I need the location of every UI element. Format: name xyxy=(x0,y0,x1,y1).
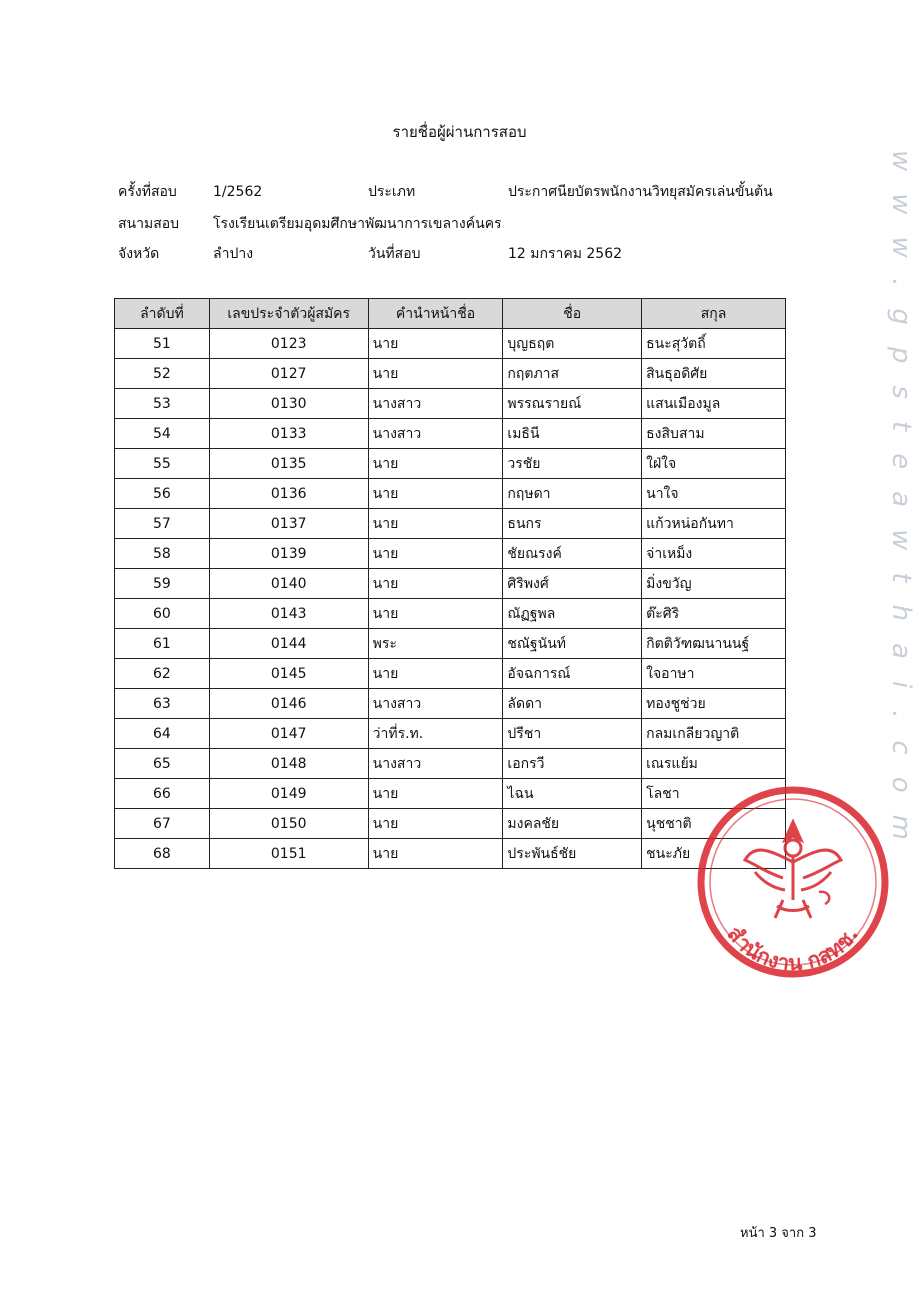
table-row xyxy=(115,419,786,449)
applicant-id-cell: 0127 xyxy=(209,359,368,389)
first-name-cell: ลัดดา xyxy=(503,689,642,719)
table-row xyxy=(115,839,786,869)
last-name-cell: ต๊ะศิริ xyxy=(642,599,786,629)
table-row xyxy=(115,779,786,809)
last-name-cell: แก้วหน่อกันทา xyxy=(642,509,786,539)
first-name-cell: ประพันธ์ชัย xyxy=(503,839,642,869)
date-label: วันที่สอบ xyxy=(368,246,421,262)
applicant-id-cell: 0146 xyxy=(209,689,368,719)
order-cell: 64 xyxy=(115,719,210,749)
applicant-id-cell: 0143 xyxy=(209,599,368,629)
table-row xyxy=(115,329,786,359)
order-cell: 54 xyxy=(115,419,210,449)
table-header-row xyxy=(115,299,786,329)
last-name-cell: เณรแย้ม xyxy=(642,749,786,779)
header-last-name: สกุล xyxy=(642,299,786,329)
seal-text: สำนักงาน กสทช. xyxy=(722,921,864,976)
first-name-cell: กฤษดา xyxy=(503,479,642,509)
round-value: 1/2562 xyxy=(213,184,263,200)
prefix-cell: นาย xyxy=(368,839,503,869)
last-name-cell: มิ่งขวัญ xyxy=(642,569,786,599)
applicant-id-cell: 0149 xyxy=(209,779,368,809)
first-name-cell: กฤตภาส xyxy=(503,359,642,389)
order-cell: 55 xyxy=(115,449,210,479)
table-row xyxy=(115,629,786,659)
applicant-id-cell: 0151 xyxy=(209,839,368,869)
first-name-cell: ชัยณรงค์ xyxy=(503,539,642,569)
type-value: ประกาศนียบัตรพนักงานวิทยุสมัครเล่นขั้นต้น xyxy=(508,184,773,200)
order-cell: 57 xyxy=(115,509,210,539)
prefix-cell: นาย xyxy=(368,809,503,839)
last-name-cell: ใจอาษา xyxy=(642,659,786,689)
applicant-id-cell: 0148 xyxy=(209,749,368,779)
table-row xyxy=(115,659,786,689)
prefix-cell: พระ xyxy=(368,629,503,659)
applicant-id-cell: 0140 xyxy=(209,569,368,599)
prefix-cell: นางสาว xyxy=(368,419,503,449)
first-name-cell: วรชัย xyxy=(503,449,642,479)
table-row xyxy=(115,569,786,599)
header-prefix: คำนำหน้าชื่อ xyxy=(368,299,503,329)
order-cell: 52 xyxy=(115,359,210,389)
header-order: ลำดับที่ xyxy=(115,299,210,329)
page-title: รายชื่อผู้ผ่านการสอบ xyxy=(392,123,527,141)
applicant-id-cell: 0133 xyxy=(209,419,368,449)
last-name-cell: โลชา xyxy=(642,779,786,809)
first-name-cell: ศิริพงศ์ xyxy=(503,569,642,599)
order-cell: 67 xyxy=(115,809,210,839)
type-label: ประเภท xyxy=(368,184,416,200)
order-cell: 60 xyxy=(115,599,210,629)
last-name-cell: ใฝ่ใจ xyxy=(642,449,786,479)
venue-label: สนามสอบ xyxy=(118,216,180,232)
table-row xyxy=(115,389,786,419)
first-name-cell: พรรณรายณ์ xyxy=(503,389,642,419)
first-name-cell: เมธินี xyxy=(503,419,642,449)
applicant-id-cell: 0137 xyxy=(209,509,368,539)
order-cell: 68 xyxy=(115,839,210,869)
prefix-cell: นาย xyxy=(368,599,503,629)
venue-value: โรงเรียนเตรียมอุดมศึกษาพัฒนาการเขลางค์นคร xyxy=(213,216,502,232)
applicant-id-cell: 0123 xyxy=(209,329,368,359)
first-name-cell: ธนกร xyxy=(503,509,642,539)
table-row xyxy=(115,479,786,509)
site-watermark: www.gpsteawthai.com xyxy=(886,150,916,862)
table-row xyxy=(115,509,786,539)
applicant-id-cell: 0144 xyxy=(209,629,368,659)
table-row xyxy=(115,449,786,479)
prefix-cell: นาย xyxy=(368,659,503,689)
order-cell: 59 xyxy=(115,569,210,599)
prefix-cell: นางสาว xyxy=(368,689,503,719)
first-name-cell: ชณัฐนันท์ xyxy=(503,629,642,659)
order-cell: 63 xyxy=(115,689,210,719)
table-row xyxy=(115,359,786,389)
date-value: 12 มกราคม 2562 xyxy=(508,246,623,262)
first-name-cell: อัจฉการณ์ xyxy=(503,659,642,689)
province-label: จังหวัด xyxy=(118,246,160,262)
first-name-cell: มงคลชัย xyxy=(503,809,642,839)
order-cell: 65 xyxy=(115,749,210,779)
applicant-id-cell: 0130 xyxy=(209,389,368,419)
prefix-cell: นาย xyxy=(368,449,503,479)
prefix-cell: นาย xyxy=(368,779,503,809)
applicant-id-cell: 0147 xyxy=(209,719,368,749)
prefix-cell: นาย xyxy=(368,359,503,389)
order-cell: 61 xyxy=(115,629,210,659)
header-first-name: ชื่อ xyxy=(503,299,642,329)
nbtc-seal xyxy=(693,782,893,982)
order-cell: 56 xyxy=(115,479,210,509)
first-name-cell: ณัฏฐพล xyxy=(503,599,642,629)
applicant-id-cell: 0145 xyxy=(209,659,368,689)
last-name-cell: ธงสิบสาม xyxy=(642,419,786,449)
table-row xyxy=(115,599,786,629)
table-row xyxy=(115,809,786,839)
table-row xyxy=(115,539,786,569)
applicant-id-cell: 0135 xyxy=(209,449,368,479)
order-cell: 58 xyxy=(115,539,210,569)
order-cell: 53 xyxy=(115,389,210,419)
applicant-id-cell: 0150 xyxy=(209,809,368,839)
first-name-cell: บุญธฤต xyxy=(503,329,642,359)
garuda-emblem-icon xyxy=(745,822,841,918)
last-name-cell: แสนเมืองมูล xyxy=(642,389,786,419)
table-row xyxy=(115,719,786,749)
last-name-cell: สินธุอดิศัย xyxy=(642,359,786,389)
prefix-cell: ว่าที่ร.ท. xyxy=(368,719,503,749)
order-cell: 51 xyxy=(115,329,210,359)
prefix-cell: นาย xyxy=(368,479,503,509)
province-value: ลำปาง xyxy=(213,246,254,262)
round-label: ครั้งที่สอบ xyxy=(118,184,177,200)
first-name-cell: เอกรวี xyxy=(503,749,642,779)
applicant-id-cell: 0136 xyxy=(209,479,368,509)
page-number: หน้า 3 จาก 3 xyxy=(740,1226,817,1241)
prefix-cell: นาย xyxy=(368,509,503,539)
last-name-cell: กิตติวัฑฒนานนฐ์ xyxy=(642,629,786,659)
table-body xyxy=(115,329,786,869)
last-name-cell: ทองชูช่วย xyxy=(642,689,786,719)
last-name-cell: จ่าเหม็ง xyxy=(642,539,786,569)
first-name-cell: ปรีชา xyxy=(503,719,642,749)
first-name-cell: ไฉน xyxy=(503,779,642,809)
applicant-id-cell: 0139 xyxy=(209,539,368,569)
last-name-cell: กลมเกลียวญาติ xyxy=(642,719,786,749)
last-name-cell: นุชชาติ xyxy=(642,809,786,839)
last-name-cell: นาใจ xyxy=(642,479,786,509)
table-row xyxy=(115,689,786,719)
last-name-cell: ชนะภัย xyxy=(642,839,786,869)
last-name-cell: ธนะสุวัตถิ์ xyxy=(642,329,786,359)
prefix-cell: นาย xyxy=(368,569,503,599)
table-row xyxy=(115,749,786,779)
prefix-cell: นาย xyxy=(368,329,503,359)
prefix-cell: นางสาว xyxy=(368,749,503,779)
prefix-cell: นาย xyxy=(368,539,503,569)
prefix-cell: นางสาว xyxy=(368,389,503,419)
order-cell: 62 xyxy=(115,659,210,689)
passed-candidates-table xyxy=(114,298,786,869)
order-cell: 66 xyxy=(115,779,210,809)
header-applicant-id: เลขประจำตัวผู้สมัคร xyxy=(209,299,368,329)
